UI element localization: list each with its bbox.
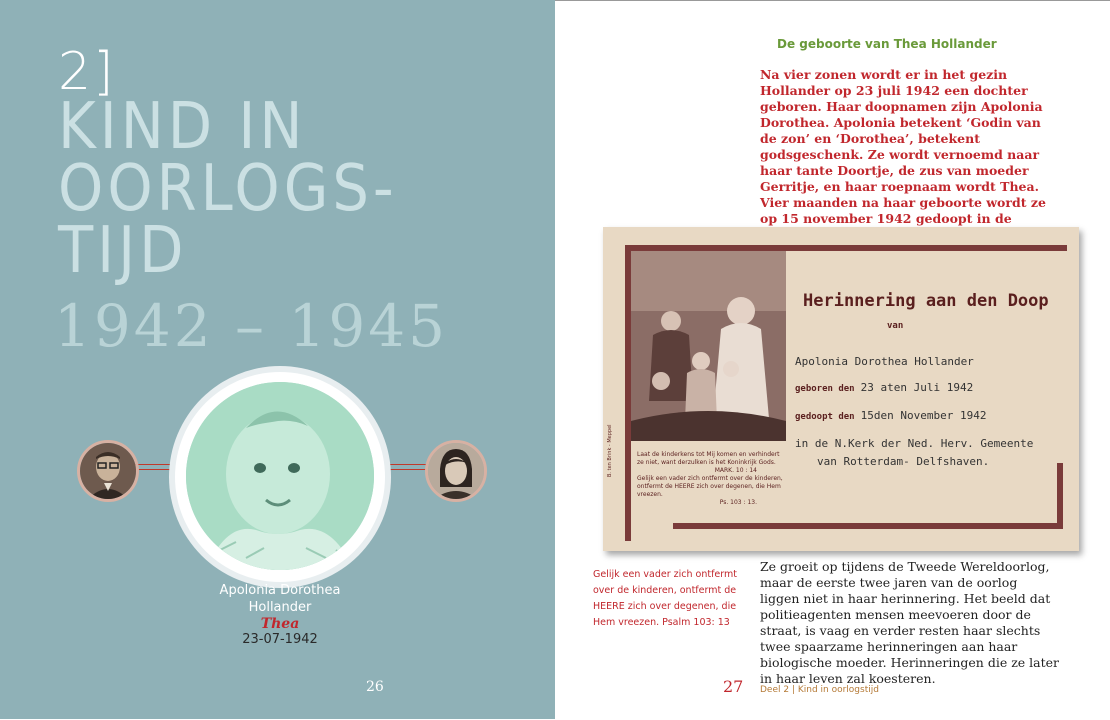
- side-quote: Gelijk een vader zich ontfermt over de kinderen, ontfermt de HEERE zich over degenen, die Hem vreezen. Psalm 103: 13: [593, 569, 737, 628]
- card-verse-1: Laat de kinderkens tot Mij komen en verhindert ze niet, want derzulken is het Koninkrijk Gods.: [637, 451, 780, 466]
- chapter-title-line: TIJD: [58, 214, 188, 288]
- card-title: Herinnering aan den Doop: [803, 291, 1049, 311]
- caption-name-line1: Apolonia Dorothea: [219, 583, 341, 598]
- card-baptized-value: 15den November 1942: [860, 409, 987, 422]
- body-paragraph: Ze groeit op tijdens de Tweede Wereldoorlog, maar de eerste twee jaren van de oorlog liggen niet in haar herinnering. Het beeld dat politieagenten mensen meevoeren door de straat, is vaag en verder resten haar slechts twee spaarzame herinneringen aan haar biologische moeder. Herinneringen die ze later in haar leven zal koesteren.: [760, 559, 1059, 686]
- card-printer: B. ten Brink - Meppel: [607, 424, 613, 477]
- chapter-title-line: KIND IN: [58, 90, 307, 164]
- chapter-number: 2]: [58, 42, 116, 102]
- section-title: De geboorte van Thea Hollander: [777, 37, 997, 51]
- father-photo: [77, 440, 139, 502]
- caption-name-line2: Hollander: [248, 600, 312, 615]
- card-name-row: [795, 355, 974, 368]
- card-baptized-row: [795, 409, 986, 422]
- card-born-label: geboren den: [795, 384, 855, 394]
- right-page: [555, 0, 1110, 720]
- chapter-title: [58, 90, 528, 288]
- card-church-line2: van Rotterdam- Delfshaven.: [817, 455, 990, 468]
- connector-line-left: [134, 464, 178, 470]
- card-verses: [637, 451, 787, 507]
- card-verse-2-ref: Ps. 103 : 13.: [719, 499, 757, 506]
- page-number-left: 26: [366, 679, 384, 695]
- card-church-row-2: [817, 455, 989, 468]
- card-baptized-label: gedoopt den: [795, 412, 855, 422]
- jesus-children-illustration: [631, 251, 786, 441]
- card-church-line1: in de N.Kerk der Ned. Herv. Gemeente: [795, 437, 1034, 450]
- years-range: 1942 – 1945: [54, 292, 449, 360]
- chapter-title-line: OORLOGS-: [58, 152, 398, 226]
- mother-photo: [425, 440, 487, 502]
- card-born-value: 23 aten Juli 1942: [860, 381, 974, 394]
- intro-paragraph: Na vier zonen wordt er in het gezin Hollander op 23 juli 1942 een dochter geboren. Haar doopnamen zijn Apolonia Dorothea. Apolonia betekent ‘Godin van de zon’ en ‘Dorothea’, betekent godsgeschenk. Ze wordt vernoemd naar haar tante Doortje, de zus van moeder Gerritje, en haar roepnaam wordt Thea. Vier maanden na haar geboorte wordt ze op 15 november 1942 gedoopt in de: [760, 67, 1046, 226]
- card-church-row: [795, 437, 1033, 450]
- card-van: van: [887, 321, 904, 331]
- caption-date: 23-07-1942: [242, 632, 318, 647]
- card-border-right: [1057, 463, 1063, 529]
- card-name: Apolonia Dorothea Hollander: [795, 355, 974, 368]
- baby-portrait: [186, 382, 374, 570]
- baptism-card: [603, 227, 1079, 551]
- running-footer: Deel 2 | Kind in oorlogstijd: [760, 685, 879, 695]
- card-border-bottom: [673, 523, 1063, 529]
- card-verse-1-ref: MARK. 10 : 14: [714, 467, 757, 474]
- card-born-row: [795, 381, 973, 394]
- left-page: [0, 0, 555, 719]
- connector-line-right: [384, 464, 426, 470]
- page-number-right: 27: [723, 677, 744, 696]
- caption-nickname: Thea: [260, 616, 300, 632]
- card-verse-2: Gelijk een vader zich ontfermt over de kinderen, ontfermt de HEERE zich over degenen, die Hem vreezen.: [637, 475, 783, 498]
- portrait-caption: [180, 582, 380, 647]
